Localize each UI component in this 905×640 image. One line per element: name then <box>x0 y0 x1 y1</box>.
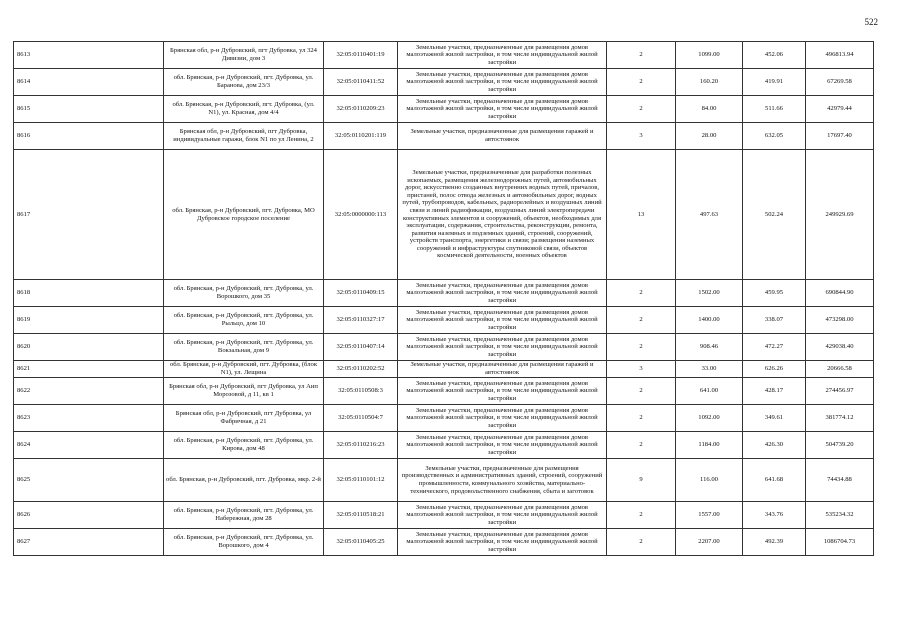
row-group: 2 <box>607 280 676 307</box>
row-land-use: Земельные участки, предназначенные для разработки полезных ископаемых, размещения железнодорожных путей, автомобильных дорог, искусственно созданных внутренних водных путей, причалов, пристаней, полос отвода железных и автомобильных дорог, водных путей, трубопроводов, кабельных, радиорелейных и воздушных линий связи и линий радиофикации, воздушных линий электропередачи конструктивных элементов и сооружений, объектов, необходимых для эксплуатации, содержания, строительства, реконструкции, ремонта, развития наземных и подземных зданий, строений, сооружений, устройств транспорта, энергетики и связи; размещения наземных сооружений и инфраструктуры спутниковой связи, объектов космической деятельности, военных объектов <box>398 150 607 280</box>
row-land-use: Земельные участки, предназначенные для размещения домов малоэтажной жилой застройки, в том числе индивидуальной жилой застройки <box>398 529 607 556</box>
table-row <box>14 96 874 123</box>
row-cadastral-number: 32:05:0110201:119 <box>324 123 398 150</box>
row-number: 8615 <box>14 96 164 123</box>
row-address: Брянская обл, р-н Дубровский, пгт Дубровка, ул Аип Морозовой, д 11, кв 1 <box>164 378 324 405</box>
row-number: 8616 <box>14 123 164 150</box>
row-number: 8621 <box>14 361 164 378</box>
row-area: 1557.00 <box>676 502 743 529</box>
row-cadastral-number: 32:05:0110407:14 <box>324 334 398 361</box>
row-group: 2 <box>607 96 676 123</box>
row-area: 160.20 <box>676 69 743 96</box>
table-row <box>14 280 874 307</box>
row-cadastral-number: 32:05:0110216:23 <box>324 432 398 459</box>
table-row <box>14 405 874 432</box>
row-number: 8620 <box>14 334 164 361</box>
row-land-use: Земельные участки, предназначенные для размещения домов малоэтажной жилой застройки, в том числе индивидуальной жилой застройки <box>398 69 607 96</box>
row-group: 2 <box>607 334 676 361</box>
row-address: обл. Брянская, р-н Дубровский, пгт. Дубровка, ул. Вокзальная, дом 9 <box>164 334 324 361</box>
row-group: 3 <box>607 123 676 150</box>
row-value: 20666.58 <box>806 361 874 378</box>
row-rate: 492.39 <box>743 529 806 556</box>
row-rate: 426.30 <box>743 432 806 459</box>
cadastral-value-table <box>13 41 874 556</box>
table-row <box>14 42 874 69</box>
row-rate: 632.05 <box>743 123 806 150</box>
row-rate: 349.61 <box>743 405 806 432</box>
row-address: Брянская обл, р-н Дубровский, пгт Дубровка, ул 324 Дивизии, дом 3 <box>164 42 324 69</box>
row-area: 641.00 <box>676 378 743 405</box>
table-row <box>14 459 874 502</box>
row-area: 116.00 <box>676 459 743 502</box>
row-cadastral-number: 32:05:0110518:21 <box>324 502 398 529</box>
row-group: 3 <box>607 361 676 378</box>
row-address: обл. Брянская, р-н Дубровский, пгт. Дубровка, ул. Ворошкого, дом 35 <box>164 280 324 307</box>
row-value: 381774.12 <box>806 405 874 432</box>
row-rate: 452.06 <box>743 42 806 69</box>
row-number: 8618 <box>14 280 164 307</box>
row-address: обл. Брянская, р-н Дубровский, пгт. Дубровка, ул. Рыльцо, дом 10 <box>164 307 324 334</box>
row-cadastral-number: 32:05:0110504:7 <box>324 405 398 432</box>
table-row <box>14 123 874 150</box>
row-area: 2207.00 <box>676 529 743 556</box>
row-value: 496813.94 <box>806 42 874 69</box>
row-area: 1099.00 <box>676 42 743 69</box>
row-group: 2 <box>607 502 676 529</box>
row-group: 2 <box>607 42 676 69</box>
row-number: 8614 <box>14 69 164 96</box>
row-value: 274456.97 <box>806 378 874 405</box>
table-row <box>14 334 874 361</box>
row-land-use: Земельные участки, предназначенные для размещения гаражей и автостоянок <box>398 123 607 150</box>
row-group: 2 <box>607 432 676 459</box>
row-address: Брянская обл, р-н Дубровский, пгт Дубровка, индивидуальные гаражи, блок N1 по ул Ленина, 2 <box>164 123 324 150</box>
row-land-use: Земельные участки, предназначенные для размещения домов малоэтажной жилой застройки, в том числе индивидуальной жилой застройки <box>398 502 607 529</box>
row-cadastral-number: 32:05:0110411:52 <box>324 69 398 96</box>
row-address: обл. Брянская, р-н Дубровский, пгт. Дубровка, ул. Кирова, дом 48 <box>164 432 324 459</box>
row-value: 429038.40 <box>806 334 874 361</box>
row-address: Брянская обл, р-н Дубровский, пгт Дубровка, ул Фабричная, д 21 <box>164 405 324 432</box>
row-area: 497.63 <box>676 150 743 280</box>
row-area: 908.46 <box>676 334 743 361</box>
table-row <box>14 529 874 556</box>
row-land-use: Земельные участки, предназначенные для размещения домов малоэтажной жилой застройки, в том числе индивидуальной жилой застройки <box>398 42 607 69</box>
row-area: 28.00 <box>676 123 743 150</box>
row-number: 8626 <box>14 502 164 529</box>
row-value: 1086704.73 <box>806 529 874 556</box>
row-cadastral-number: 32:05:0110508:3 <box>324 378 398 405</box>
row-land-use: Земельные участки, предназначенные для размещения домов малоэтажной жилой застройки, в том числе индивидуальной жилой застройки <box>398 96 607 123</box>
row-cadastral-number: 32:05:0110327:17 <box>324 307 398 334</box>
row-group: 2 <box>607 307 676 334</box>
row-value: 473298.00 <box>806 307 874 334</box>
row-value: 690844.90 <box>806 280 874 307</box>
row-group: 13 <box>607 150 676 280</box>
row-land-use: Земельные участки, предназначенные для размещения домов малоэтажной жилой застройки, в том числе индивидуальной жилой застройки <box>398 280 607 307</box>
table-body <box>14 42 874 556</box>
row-cadastral-number: 32:05:0110409:15 <box>324 280 398 307</box>
row-group: 2 <box>607 529 676 556</box>
row-area: 1184.00 <box>676 432 743 459</box>
row-rate: 641.68 <box>743 459 806 502</box>
row-value: 42979.44 <box>806 96 874 123</box>
row-rate: 511.66 <box>743 96 806 123</box>
row-rate: 338.07 <box>743 307 806 334</box>
row-cadastral-number: 32:05:0110101:12 <box>324 459 398 502</box>
row-number: 8624 <box>14 432 164 459</box>
row-area: 1400.00 <box>676 307 743 334</box>
table-row <box>14 361 874 378</box>
table-row <box>14 150 874 280</box>
row-address: обл. Брянская, р-н Дубровский, пгт. Дубровка, (блок N1), ул. Лещина <box>164 361 324 378</box>
row-group: 9 <box>607 459 676 502</box>
table-row <box>14 502 874 529</box>
row-address: обл. Брянская, р-н Дубровский, пгт. Дубровка, МО Дубровское городское поселение <box>164 150 324 280</box>
row-group: 2 <box>607 378 676 405</box>
row-number: 8627 <box>14 529 164 556</box>
row-land-use: Земельные участки, предназначенные для размещения домов малоэтажной жилой застройки, в том числе индивидуальной жилой застройки <box>398 432 607 459</box>
row-land-use: Земельные участки, предназначенные для размещения гаражей и автостоянок <box>398 361 607 378</box>
row-cadastral-number: 32:05:0110405:25 <box>324 529 398 556</box>
row-group: 2 <box>607 69 676 96</box>
row-value: 67269.58 <box>806 69 874 96</box>
row-value: 535234.32 <box>806 502 874 529</box>
row-cadastral-number: 32:05:0000000:113 <box>324 150 398 280</box>
row-rate: 459.95 <box>743 280 806 307</box>
row-number: 8625 <box>14 459 164 502</box>
table-row <box>14 378 874 405</box>
row-number: 8623 <box>14 405 164 432</box>
row-cadastral-number: 32:05:0110401:19 <box>324 42 398 69</box>
table-row <box>14 432 874 459</box>
row-rate: 472.27 <box>743 334 806 361</box>
row-cadastral-number: 32:05:0110209:23 <box>324 96 398 123</box>
row-rate: 428.17 <box>743 378 806 405</box>
table-row <box>14 307 874 334</box>
row-number: 8613 <box>14 42 164 69</box>
row-value: 249929.69 <box>806 150 874 280</box>
row-number: 8617 <box>14 150 164 280</box>
row-rate: 343.76 <box>743 502 806 529</box>
row-value: 74434.88 <box>806 459 874 502</box>
row-land-use: Земельные участки, предназначенные для размещения производственных и административных зданий, строений, сооружений промышленности, коммунального хозяйства, материально-технического, продовольственного снабжения, сбыта и заготовок <box>398 459 607 502</box>
row-value: 504739.20 <box>806 432 874 459</box>
row-land-use: Земельные участки, предназначенные для размещения домов малоэтажной жилой застройки, в том числе индивидуальной жилой застройки <box>398 378 607 405</box>
row-rate: 502.24 <box>743 150 806 280</box>
row-land-use: Земельные участки, предназначенные для размещения домов малоэтажной жилой застройки, в том числе индивидуальной жилой застройки <box>398 307 607 334</box>
row-number: 8622 <box>14 378 164 405</box>
row-cadastral-number: 32:05:0110202:52 <box>324 361 398 378</box>
row-area: 1502.00 <box>676 280 743 307</box>
row-address: обл. Брянская, р-н Дубровский, пгт. Дубровка, (ул. N1), ул. Красная, дом 4/4 <box>164 96 324 123</box>
table-row <box>14 69 874 96</box>
row-group: 2 <box>607 405 676 432</box>
row-address: обл. Брянская, р-н Дубровский, пгт. Дубровка, ул. Набережная, дом 28 <box>164 502 324 529</box>
row-area: 33.00 <box>676 361 743 378</box>
row-land-use: Земельные участки, предназначенные для размещения домов малоэтажной жилой застройки, в том числе индивидуальной жилой застройки <box>398 405 607 432</box>
row-address: обл. Брянская, р-н Дубровский, пгт. Дубровка, ул. Баранова, дом 23/3 <box>164 69 324 96</box>
row-rate: 419.91 <box>743 69 806 96</box>
row-rate: 626.26 <box>743 361 806 378</box>
row-address: обл. Брянская, р-н Дубровский, пгт. Дубровка, мкр. 2-й <box>164 459 324 502</box>
row-area: 1092.00 <box>676 405 743 432</box>
row-number: 8619 <box>14 307 164 334</box>
row-value: 17697.40 <box>806 123 874 150</box>
row-land-use: Земельные участки, предназначенные для размещения домов малоэтажной жилой застройки, в том числе индивидуальной жилой застройки <box>398 334 607 361</box>
page-number: 522 <box>864 17 878 27</box>
row-area: 84.00 <box>676 96 743 123</box>
row-address: обл. Брянская, р-н Дубровский, пгт. Дубровка, ул. Ворошкого, дом 4 <box>164 529 324 556</box>
